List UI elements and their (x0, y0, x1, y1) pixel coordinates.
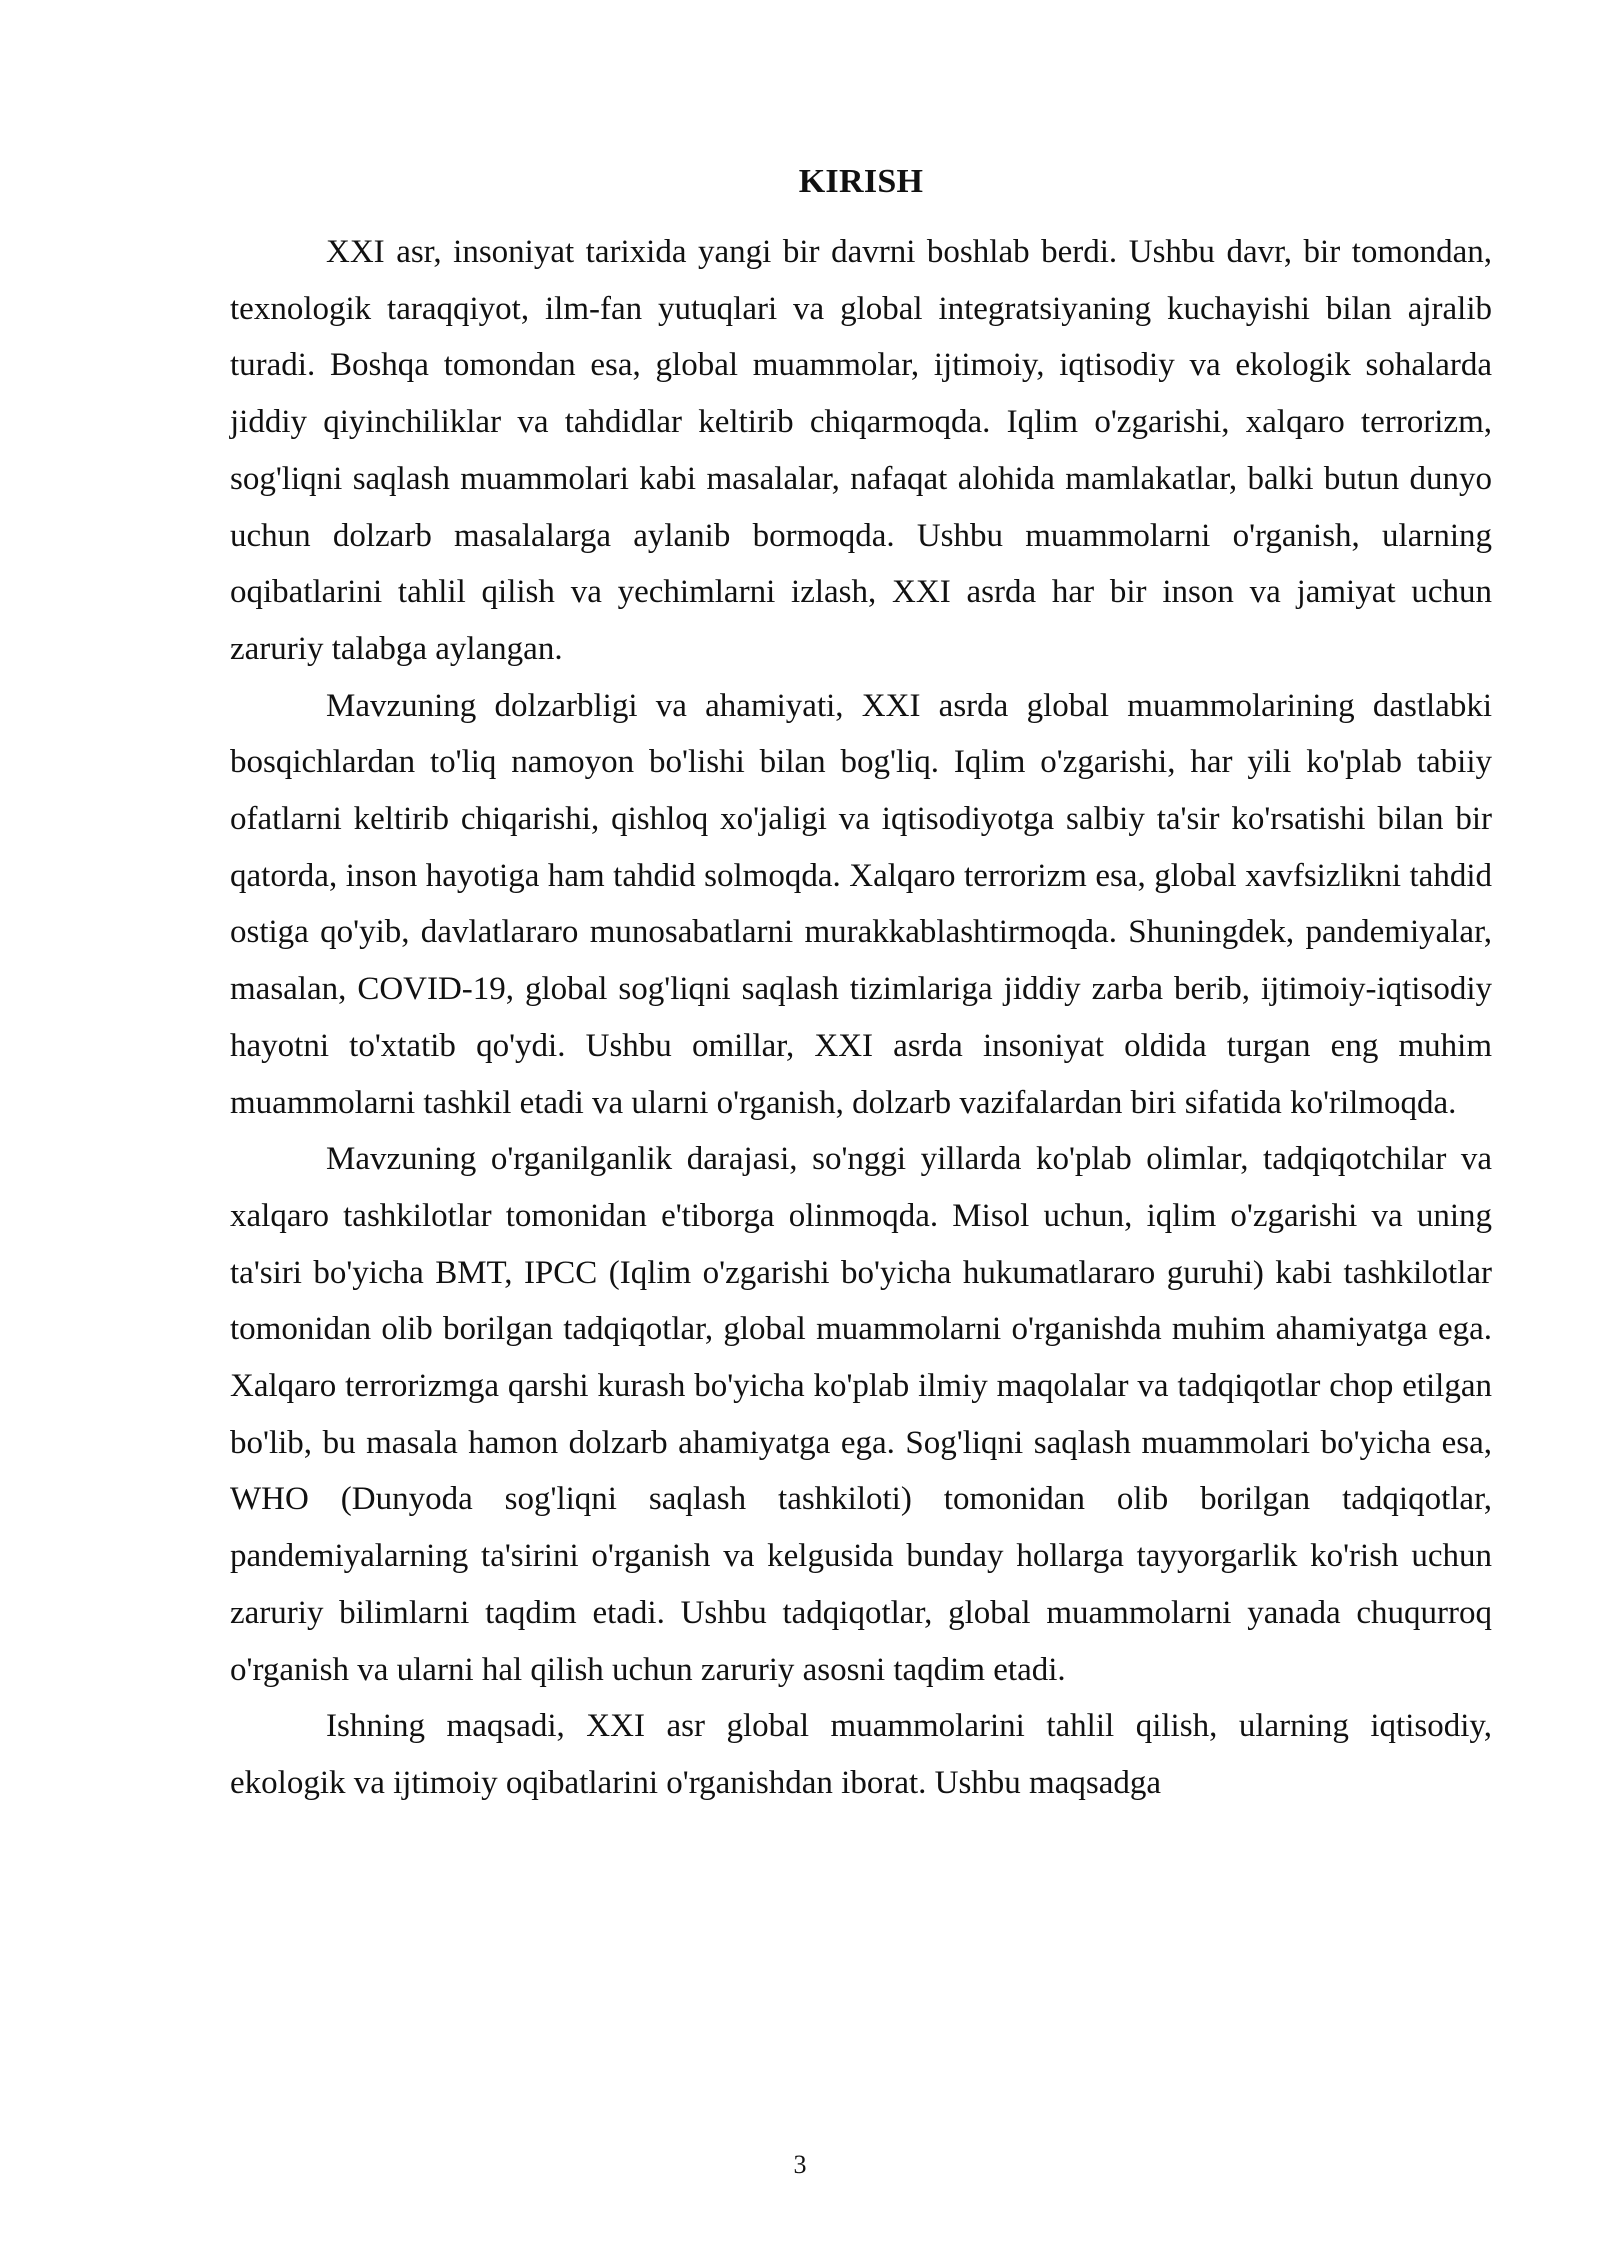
paragraph-3: Mavzuning o'rganilganlik darajasi, so'nggi yillarda ko'plab olimlar, tadqiqotchilar va xalqaro tashkilotlar tomonidan e'tiborga olinmoqda. Misol uchun, iqlim o'zgarishi va uning ta'siri bo'yicha BMT, IPCC (Iqlim o'zgarishi bo'yicha hukumatlararo guruhi) kabi tashkilotlar tomonidan olib borilgan tadqiqotlar, global muammolarni o'rganishda muhim ahamiyatga ega. Xalqaro terrorizmga qarshi kurash bo'yicha ko'plab ilmiy maqolalar va tadqiqotlar chop etilgan bo'lib, bu masala hamon dolzarb ahamiyatga ega. Sog'liqni saqlash muammolari bo'yicha esa, WHO (Dunyoda sog'liqni saqlash tashkiloti) tomonidan olib borilgan tadqiqotlar, pandemiyalarning ta'sirini o'rganish va kelgusida bunday hollarga tayyorgarlik ko'rish uchun zaruriy bilimlarni taqdim etadi. Ushbu tadqiqotlar, global muammolarni yanada chuqurroq o'rganish va ularni hal qilish uchun zaruriy asosni taqdim etadi. (230, 1141, 1492, 1688)
paragraph-2: Mavzuning dolzarbligi va ahamiyati, XXI asrda global muammolarining dastlabki bosqichlardan to'liq namoyon bo'lishi bilan bog'liq. Iqlim o'zgarishi, har yili ko'plab tabiiy ofatlarni keltirib chiqarishi, qishloq xo'jaligi va iqtisodiyotga salbiy ta'sir ko'rsatishi bilan bir qatorda, inson hayotiga ham tahdid solmoqda. Xalqaro terrorizm esa, global xavfsizlikni tahdid ostiga qo'yib, davlatlararo munosabatlarni murakkablashtirmoqda. Shuningdek, pandemiyalar, masalan, COVID-19, global sog'liqni saqlash tizimlariga jiddiy zarba berib, ijtimoiy-iqtisodiy hayotni to'xtatib qo'ydi. Ushbu omillar, XXI asrda insoniyat oldida turgan eng muhim muammolarni tashkil etadi va ularni o'rganish, dolzarb vazifalardan biri sifatida ko'rilmoqda. (230, 687, 1492, 1121)
paragraph-1: XXI asr, insoniyat tarixida yangi bir davrni boshlab berdi. Ushbu davr, bir tomondan, texnologik taraqqiyot, ilm-fan yutuqlari va global integratsiyaning kuchayishi bilan ajralib turadi. Boshqa tomondan esa, global muammolar, ijtimoiy, iqtisodiy va ekologik sohalarda jiddiy qiyinchiliklar va tahdidlar keltirib chiqarmoqda. Iqlim o'zgarishi, xalqaro terrorizm, sog'liqni saqlash muammolari kabi masalalar, nafaqat alohida mamlakatlar, balki butun dunyo uchun dolzarb masalalarga aylanib bormoqda. Ushbu muammolarni o'rganish, ularning oqibatlarini tahlil qilish va yechimlarni izlash, XXI asrda har bir inson va jamiyat uchun zaruriy talabga aylangan. (230, 234, 1492, 667)
page-title: KIRISH (798, 163, 924, 200)
paragraph-4: Ishning maqsadi, XXI asr global muammolarini tahlil qilish, ularning iqtisodiy, ekologik va ijtimoiy oqibatlarini o'rganishdan iborat. Ushbu maqsadga (230, 1708, 1492, 1801)
page-number: 3 (793, 2150, 807, 2179)
page-content (230, 162, 1492, 1812)
